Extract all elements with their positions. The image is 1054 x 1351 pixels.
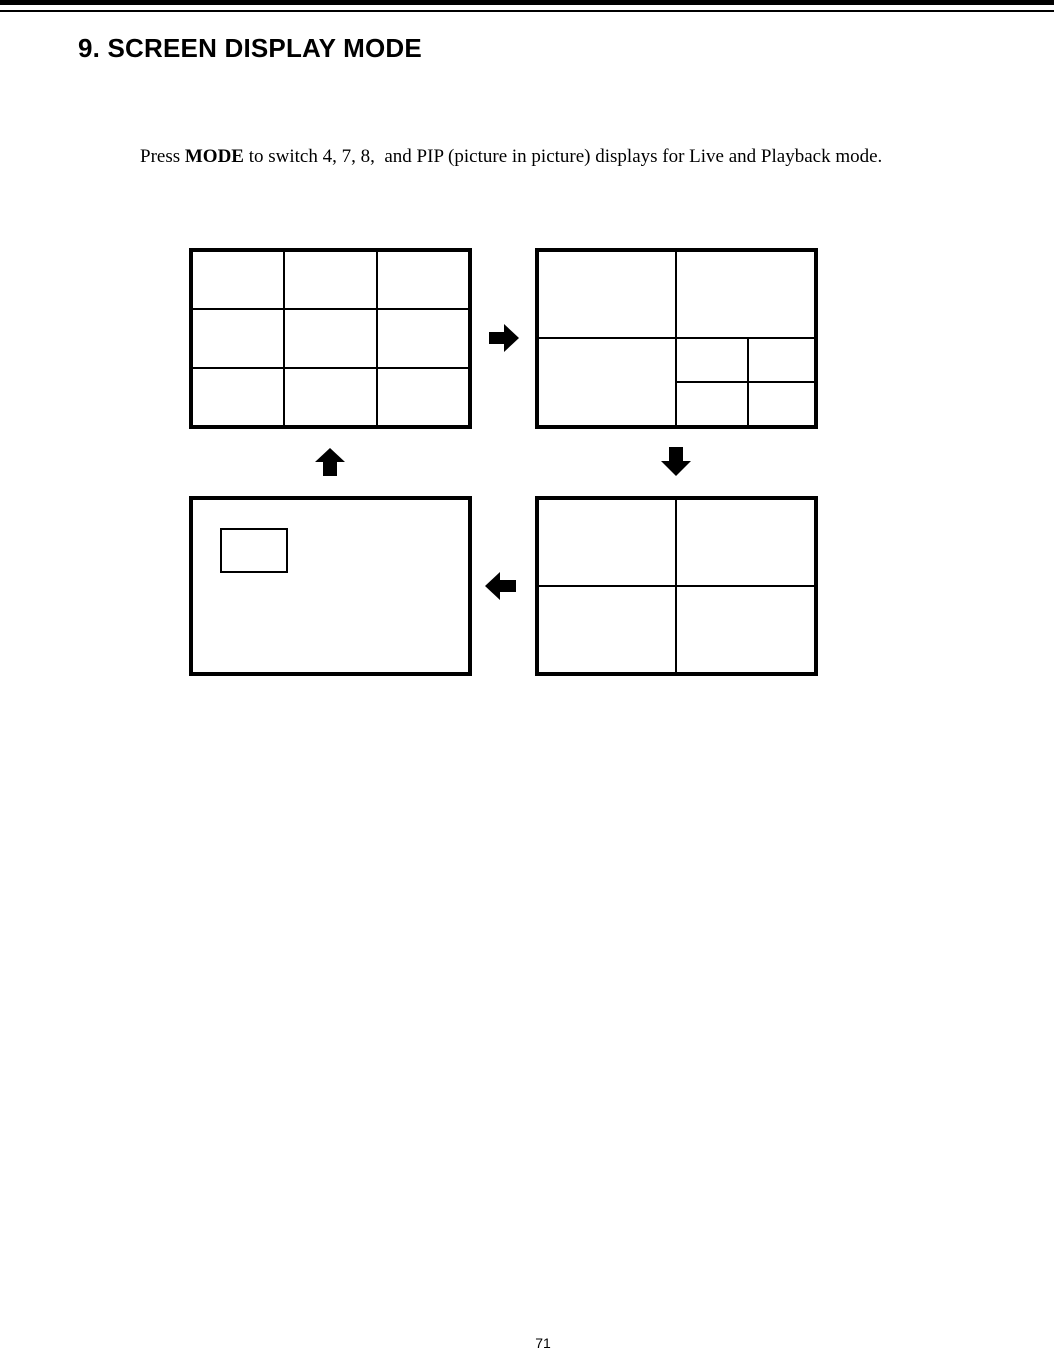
layout-picture-in-picture <box>191 498 470 674</box>
layout-7-split <box>537 250 816 427</box>
display-mode-diagram <box>185 245 825 685</box>
arrow-up-icon <box>315 448 345 476</box>
layout-3x3-grid <box>191 250 470 427</box>
arrow-right-icon <box>489 324 519 352</box>
mode-key-label: MODE <box>184 146 244 167</box>
display-mode-svg <box>185 245 825 680</box>
instruction-suffix: to switch 4, 7, 8, and PIP (picture in picture) displays for Live and Playback mode. <box>243 146 883 167</box>
layout-4-split <box>537 498 816 674</box>
instruction-prefix: Press <box>140 146 185 167</box>
instruction-text <box>140 146 882 168</box>
section-title: 9. SCREEN DISPLAY MODE <box>78 33 422 63</box>
page-number: 71 <box>535 1335 551 1351</box>
arrow-down-icon <box>661 447 691 476</box>
header-rule-thin <box>0 10 1054 12</box>
arrow-left-icon <box>485 572 516 600</box>
header-rule-thick <box>0 0 1054 5</box>
